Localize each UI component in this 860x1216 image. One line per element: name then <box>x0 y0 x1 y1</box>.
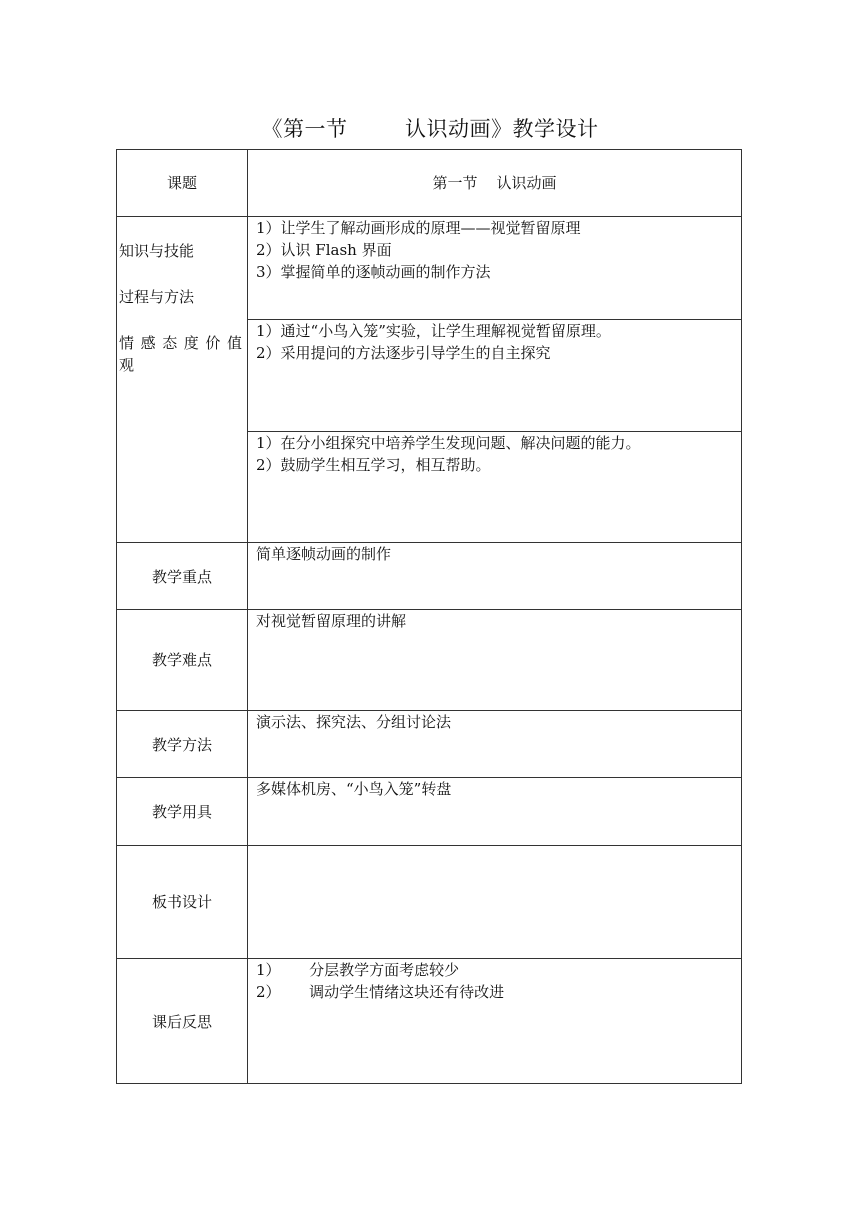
knowledge-item: 2）认识 Flash 界面 <box>256 241 392 259</box>
key-point-value: 简单逐帧动画的制作 <box>256 545 392 563</box>
process-item: 1）通过“小鸟入笼”实验，让学生理解视觉暂留原理。 <box>256 322 611 340</box>
tools-value: 多媒体机房、“小鸟入笼”转盘 <box>256 780 452 798</box>
tools-label: 教学用具 <box>151 803 212 821</box>
topic-label: 课题 <box>166 174 197 192</box>
emotion-values-content <box>256 432 736 476</box>
method-label: 教学方法 <box>151 736 212 754</box>
knowledge-skills-label: 知识与技能 <box>119 242 195 260</box>
knowledge-item: 3）掌握简单的逐帧动画的制作方法 <box>256 263 491 281</box>
reflection-content <box>256 959 736 1003</box>
emotion-item: 2）鼓励学生相互学习，相互帮助。 <box>256 456 491 474</box>
objectives-labels <box>119 240 243 376</box>
knowledge-item: 1）让学生了解动画形成的原理——视觉暂留原理 <box>256 219 581 237</box>
process-methods-content <box>256 320 736 364</box>
process-methods-label: 过程与方法 <box>119 288 195 306</box>
row-divider <box>117 845 741 846</box>
topic-value: 第一节 认识动画 <box>432 174 557 192</box>
reflection-item: 1） 分层教学方面考虑较少 <box>256 961 460 979</box>
reflection-item: 2） 调动学生情绪这块还有待改进 <box>256 983 505 1001</box>
difficulty-label: 教学难点 <box>151 651 212 669</box>
column-divider <box>247 150 248 1083</box>
board-design-label: 板书设计 <box>151 893 212 911</box>
knowledge-skills-content <box>256 217 736 283</box>
process-item: 2）采用提问的方法逐步引导学生的自主探究 <box>256 344 551 362</box>
emotion-item: 1）在分小组探究中培养学生发现问题、解决问题的能力。 <box>256 434 641 452</box>
reflection-label: 课后反思 <box>151 1013 212 1031</box>
method-value: 演示法、探究法、分组讨论法 <box>256 713 452 731</box>
document-title: 《第一节 认识动画》教学设计 <box>261 117 599 141</box>
lesson-plan-table <box>116 149 742 1084</box>
key-point-label: 教学重点 <box>151 568 212 586</box>
difficulty-value: 对视觉暂留原理的讲解 <box>256 612 407 630</box>
emotion-values-label-line2: 观 <box>119 356 135 374</box>
emotion-values-label-line1: 情感态度价值 <box>119 334 243 352</box>
